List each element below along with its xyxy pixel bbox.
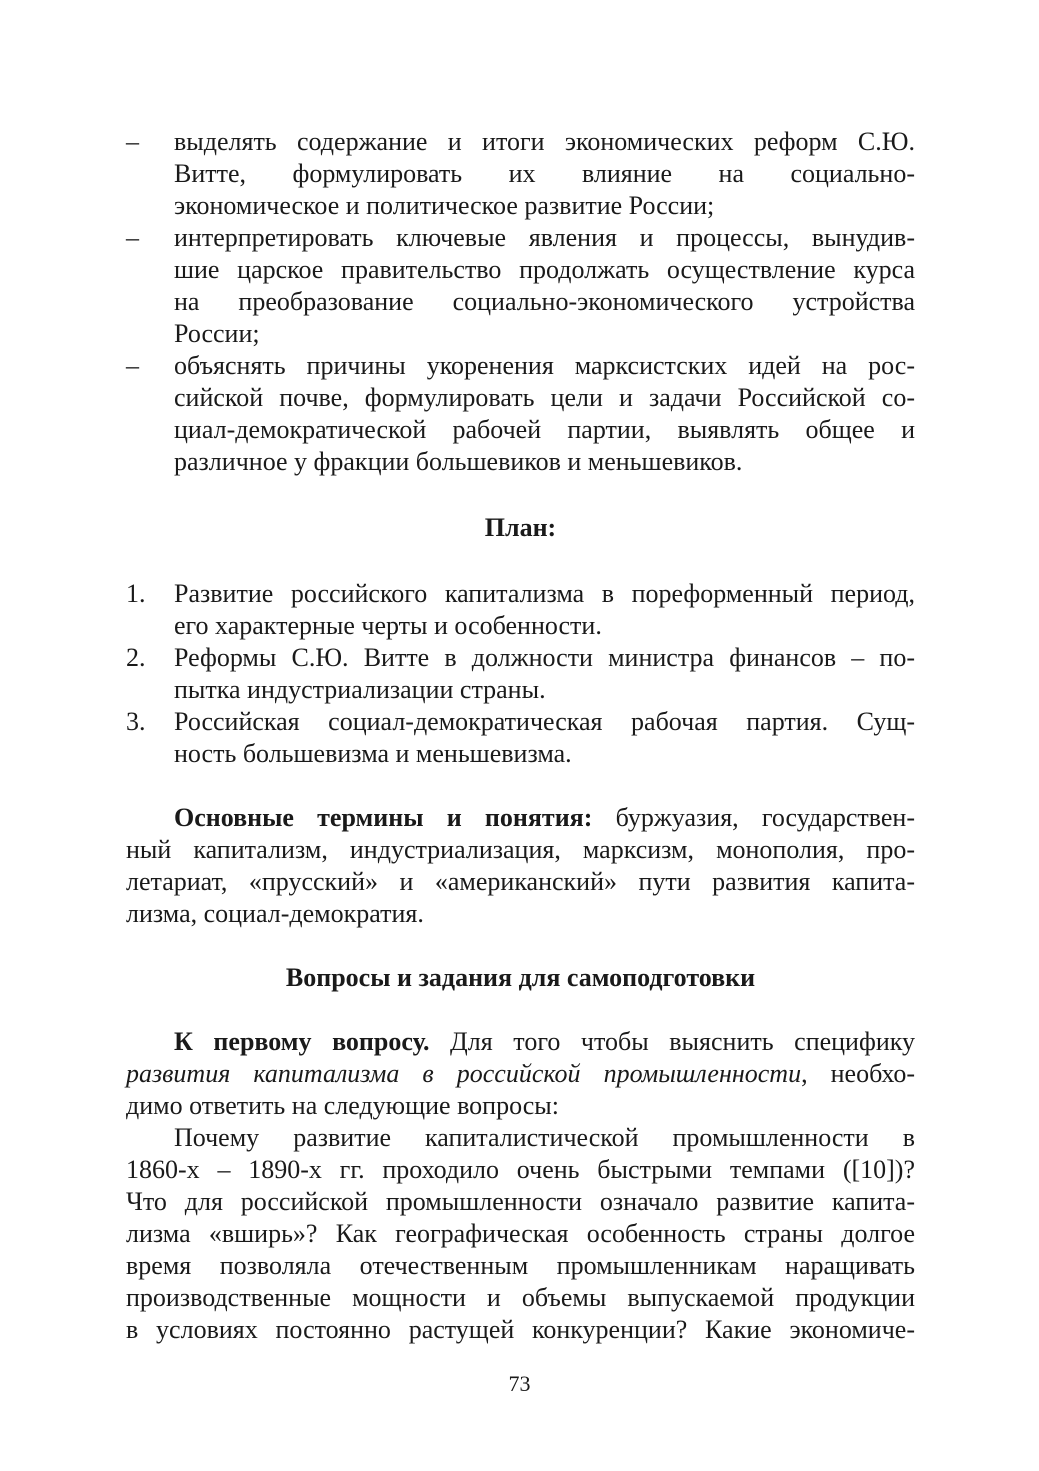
terms-text: буржуазия, государствен-: [592, 803, 915, 832]
plan-item-line: ность большевизма и меньшевизма.: [174, 739, 572, 768]
plan-item-line: его характерные черты и особенности.: [174, 611, 602, 640]
first-question-emphasis: развития капитализма в российской промышленности: [126, 1059, 802, 1088]
page-number: 73: [508, 1371, 531, 1396]
plan-item-number: 1.: [126, 579, 146, 608]
bullet-line: сийской почве, формулировать цели и задачи Российской со-: [174, 383, 915, 412]
plan-item-line: Реформы С.Ю. Витте в должности министра финансов – по-: [174, 643, 915, 672]
first-question-line: димо ответить на следующие вопросы:: [126, 1091, 559, 1120]
terms-label: Основные термины и понятия:: [174, 803, 593, 832]
bullet-line: интерпретировать ключевые явления и процессы, вынудив-: [174, 223, 915, 252]
body-line: производственные мощности и объемы выпускаемой продукции: [126, 1283, 915, 1312]
body-line: Почему развитие капиталистической промышленности в: [174, 1123, 915, 1152]
first-question-text: Для того чтобы выяснить специфику: [429, 1027, 915, 1056]
bullet-line: Витте, формулировать их влияние на социально-: [174, 159, 915, 188]
terms-line: ный капитализм, индустриализация, марксизм, монополия, про-: [126, 835, 915, 864]
first-question-text: , необхо-: [801, 1059, 915, 1088]
body-line: 1860-х – 1890-х гг. проходило очень быстрыми темпами ([10])?: [126, 1155, 915, 1184]
bullet-line: различное у фракции большевиков и меньшевиков.: [174, 447, 743, 476]
first-question-line: [126, 1058, 915, 1090]
body-line: время позволяла отечественным промышленникам наращивать: [126, 1251, 915, 1280]
bullet-line: объяснять причины укоренения марксистских идей на рос-: [174, 351, 915, 380]
plan-item-line: пытка индустриализации страны.: [174, 675, 546, 704]
questions-heading: Вопросы и задания для самоподготовки: [285, 963, 756, 992]
plan-item-number: 2.: [126, 643, 146, 672]
terms-line: летариат, «прусский» и «американский» пути развития капита-: [126, 867, 915, 896]
body-line: в условиях постоянно растущей конкуренции? Какие экономиче-: [126, 1315, 915, 1344]
first-question-line: [174, 1026, 915, 1058]
plan-item-line: Российская социал-демократическая рабочая партия. Сущ-: [174, 707, 915, 736]
bullet-line: экономическое и политическое развитие России;: [174, 191, 715, 220]
bullet-line: на преобразование социально-экономического устройства: [174, 287, 915, 316]
plan-item-line: Развитие российского капитализма в пореформенный период,: [174, 579, 915, 608]
bullet-marker: –: [126, 351, 139, 380]
bullet-marker: –: [126, 223, 139, 252]
bullet-marker: –: [126, 127, 139, 156]
bullet-line: России;: [174, 319, 260, 348]
body-line: лизма «вширь»? Как географическая особенность страны долгое: [126, 1219, 915, 1248]
bullet-line: шие царское правительство продолжать осуществление курса: [174, 255, 915, 284]
plan-heading: План:: [484, 513, 557, 542]
bullet-line: циал-демократической рабочей партии, выявлять общее и: [174, 415, 915, 444]
bullet-line: выделять содержание и итоги экономических реформ С.Ю.: [174, 127, 915, 156]
first-question-label: К первому вопросу.: [174, 1027, 430, 1056]
plan-item-number: 3.: [126, 707, 146, 736]
body-line: Что для российской промышленности означало развитие капита-: [126, 1187, 915, 1216]
terms-line: [174, 802, 915, 834]
terms-line: лизма, социал-демократия.: [126, 899, 424, 928]
